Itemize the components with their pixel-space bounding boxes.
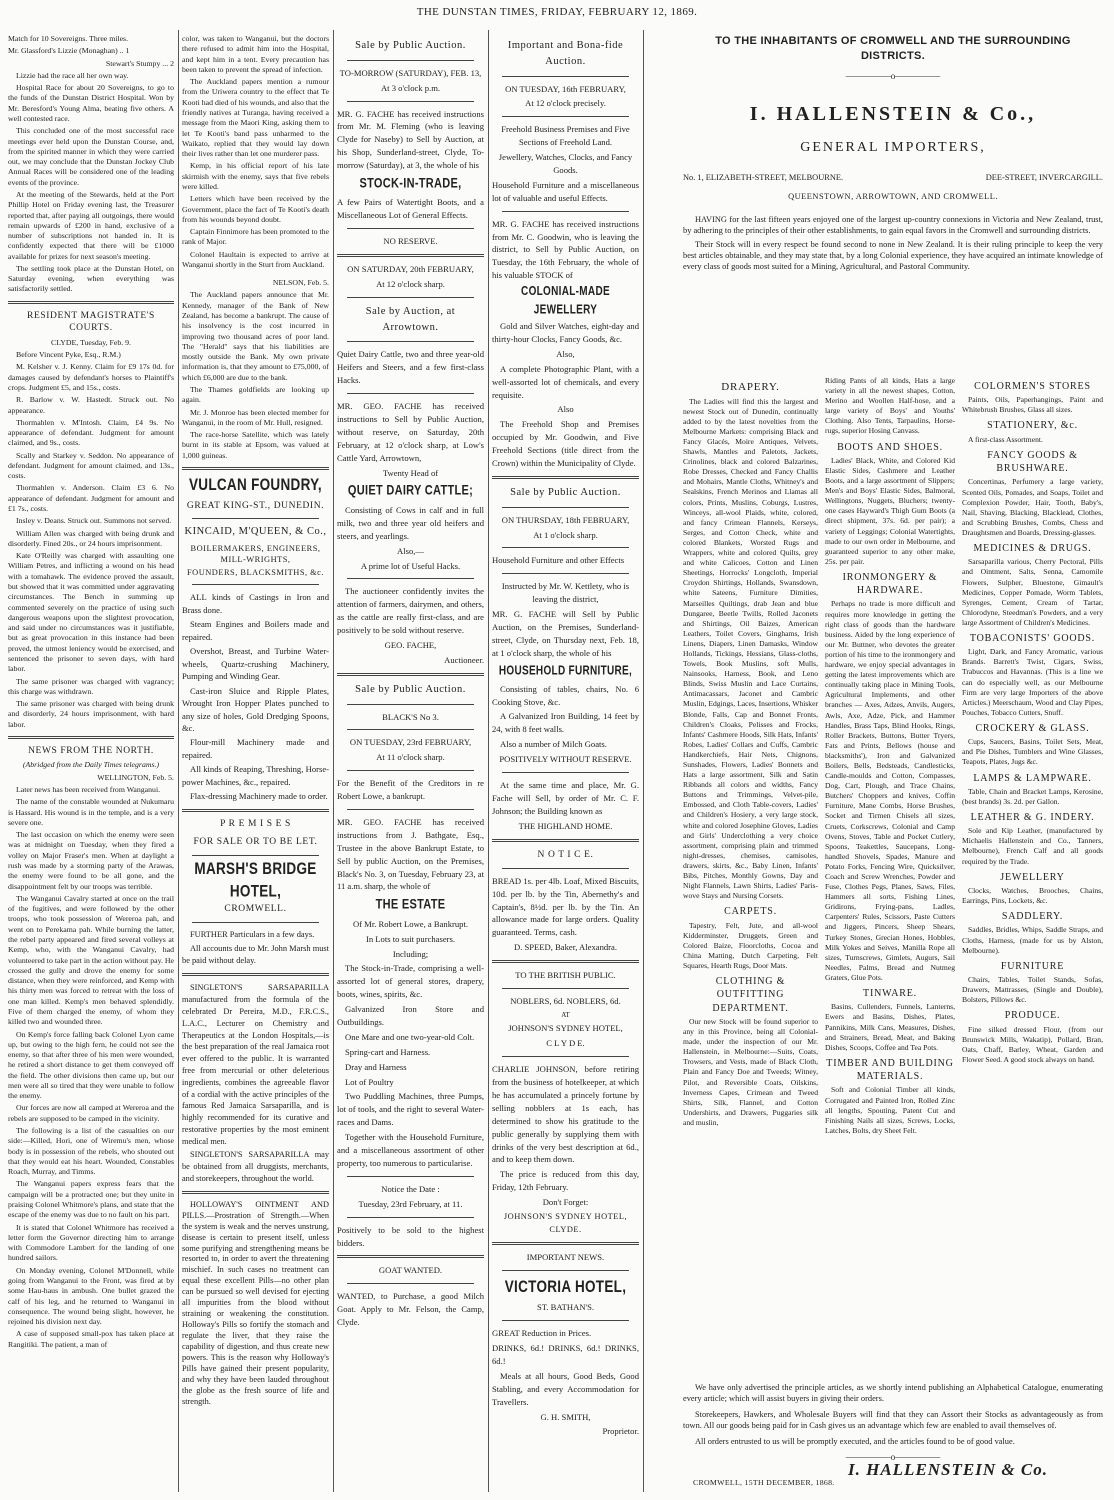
boots-heading: BOOTS AND SHOES. [837, 441, 943, 453]
dateline: CLYDE, Tuesday, Feb. 9. [51, 337, 131, 347]
column-4 [492, 34, 639, 1492]
jewellery-text: Clocks, Watches, Brooches, Chains, Earrings, Pins, Lockets, &c. [962, 885, 1103, 906]
auction-lot: Galvanized Iron Store and Outbuildings. [337, 1004, 484, 1028]
carpets-text: Tapestry, Felt, Jute, and all-wool Kidderminster, Druggets, Green and Colored Baize, Floorcloths, Cocoa and China Matting, Dutch Carpeting, Felt Squares, Hearth Rugs, Door Mats. [683, 920, 818, 970]
divider [502, 573, 629, 574]
divider [347, 704, 474, 705]
sarsaparilla-ad: SINGLETON'S SARSAPARILLA may be obtained from all druggists, merchants, and storekeepers, throughout the world. [182, 1150, 329, 1183]
column-rule [643, 30, 644, 1492]
price-notice: The price is reduced from this day, Friday, 12th February. [492, 1169, 639, 1193]
auction-text: In Lots to suit purchasers. [365, 933, 456, 944]
court-item: M. Kelsher v. J. Kenny. Claim for £9 17s 0d. for damages caused by defendant's horses to Plaintiff's crops. Judgment £5, and 15s., costs. [8, 362, 174, 392]
auction-text: Also, [556, 348, 575, 359]
divider [182, 467, 329, 470]
closing-paragraph: We have only advertised the principle articles, as we shortly intend publishing an Alphabetical Catalogue, enumerating every article; which will assist buyers in giving their orders. [683, 1383, 1103, 1404]
subheading: (Abridged from the Daily Times telegrams.) [22, 760, 160, 770]
auction-lot: Lot of Poultry [345, 1076, 394, 1087]
auction-time: At 12 o'clock sharp. [376, 279, 445, 290]
carpets-heading: CARPETS. [724, 906, 777, 918]
hallenstein-closing [683, 1382, 1103, 1464]
firm-addresses [683, 172, 1103, 183]
proprietor-name: G. H. SMITH, [540, 1411, 591, 1422]
court-item: The same prisoner was charged with being drunk and disorderly, 24 hours imprisonment, with hard labor. [8, 699, 174, 729]
divider [502, 1320, 629, 1321]
colormen-text: Paints, Oils, Paperhangings, Paint and Whitebrush Brushes, Glass all sizes. [962, 395, 1103, 415]
divider [347, 1176, 474, 1177]
divider [192, 922, 319, 923]
divider [502, 772, 629, 773]
leather-text: Sole and Kip Leather, (manufactured by Michaelis Hallenstein and Co., Tanners, Melbourne), French Calf and all goods required by the Trade. [962, 826, 1103, 866]
auction-lot: Dray and Harness [345, 1061, 407, 1072]
premises-sub: FOR SALE OR TO BE LET. [193, 837, 318, 848]
goat-text: WANTED, to Purchase, a good Milch Goat. Apply to Mr. Felson, the Camp, Clyde. [337, 1291, 484, 1328]
estate-heading: THE ESTATE [375, 897, 446, 913]
auction-text: Quiet Dairy Cattle, two and three year-old Heifers and Steers, and a few first-class Hacks. [337, 349, 484, 386]
noblers: NOBLERS, 6d. NOBLERS, 6d. [510, 996, 621, 1007]
auction-date: ON SATURDAY, 20th FEBRUARY, [347, 264, 474, 275]
auction-heading: Sale by Public Auction. [355, 683, 466, 695]
auction-note: Tuesday, 23rd February, at 11. [358, 1198, 463, 1209]
auction-text: Also [557, 404, 574, 415]
divider [492, 960, 639, 963]
tinware-text: Basins, Cullenders, Funnels, Lanterns, Ewers and Basins, Dishes, Plates, Pannikins, Milk Cans, Measures, Dishes, and Strainers, Bread, Meat, and Baking Dishes, Scoops, Coffee and Tea Pots. [825, 1002, 955, 1052]
auction-text: Consisting of tables, chairs, No. 6 Cooking Stove, &c. [492, 683, 639, 707]
auction-text: Also,— [397, 545, 424, 556]
auction-text: POSITIVELY WITHOUT RESERVE. [499, 754, 632, 765]
firm-name: KINCAID, M'QUEEN, & Co., [184, 526, 327, 538]
hallenstein-col-2 [825, 376, 955, 1378]
divider [347, 578, 474, 579]
race-text: Stewart's Stumpy ... 2 [105, 58, 174, 68]
address-invercargill: DEE-STREET, INVERCARGILL. [985, 172, 1103, 182]
address-melbourne: No. 1, ELIZABETH-STREET, MELBOURNE. [683, 172, 844, 182]
auction-text: Instructed by Mr. W. Kettlety, who is leaving the district, [501, 581, 630, 605]
news-item: The following is a list of the casualties on our side:—Killed, Hori, one of Wiremu's men, whose body is in possession of the rebels, who shouted out that they would eat his heart. Wounded, Constables Roach, Murray, and Timms. [8, 1126, 174, 1177]
jewellery-heading: COLONIAL-MADE JEWELLERY [521, 284, 610, 318]
firm-subtitle: GENERAL IMPORTERS, [800, 140, 986, 156]
hotel-name: MARSH'S BRIDGE HOTEL, [194, 858, 317, 900]
auction-text: Gold and Silver Watches, eight-day and thirty-hour Clocks, Fancy Goods, &c. [492, 321, 639, 344]
auction-lot: Spring-cart and Harness. [345, 1046, 431, 1057]
news-item: The Auckland papers mention a rumour from the Uriwera country to the effect that Te Kooti had died of his wounds, and also that the friendly natives at Turanga, having received a message from the Maori King, asking them to let Te Kooti's band pass unharmed to the Waikato, replied that they would lay down their lives rather than let one murderer pass. [182, 77, 329, 159]
ornament: —————o————— [845, 71, 941, 82]
news-item: On Monday evening, Colonel M'Donnell, while going from Wanganui to the Front, was fired at by some Hau-haus in ambush. One bullet grazed the calf of his leg, and he returned to Wanganui in consequence. The wound being slight, however, he rejoined his division next day. [8, 1265, 174, 1327]
divider [182, 1191, 329, 1194]
cattle-heading: QUIET DAIRY CATTLE; [347, 483, 474, 499]
auction-text: A Galvanized Iron Building, 14 feet by 24, with 8 feet walls. [492, 711, 639, 735]
hotel-sig: JOHNSON'S SYDNEY HOTEL, CLYDE. [503, 1212, 628, 1234]
divider [502, 116, 629, 117]
auction-text: Freehold Business Premises and Five Sections of Freehold Land. [501, 124, 630, 148]
furniture-text: Chairs, Tables, Toilet Stands, Sofas, Drawers, Mattrasses, (Single and Double), Bolsters, Pillows &c. [962, 975, 1103, 1005]
divider [492, 1242, 639, 1245]
foundry-item: Overshot, Breast, and Turbine Water-wheels, Quartz-crushing Machinery, Pumping and Winding Gear. [182, 646, 329, 682]
tobacco-heading: TOBACONISTS' GOODS. [969, 632, 1096, 644]
dateline: NELSON, Feb. 5. [272, 278, 329, 288]
news-item: The Wanganui papers express fears that the campaign will be a protracted one; but they unite in praising Colonel Whitmore's plans, and state that the escape of the enemy was due to no fault on his part. [8, 1179, 174, 1220]
divider [337, 254, 484, 257]
divider [8, 736, 174, 739]
closing-paragraph: All orders entrusted to us will be promptly executed, and the articles found to be of good value. [695, 1437, 1015, 1447]
foundry-item: ALL kinds of Castings in Iron and Brass done. [182, 592, 329, 615]
auction-time: At 12 o'clock precisely. [525, 98, 606, 109]
column-3 [337, 34, 484, 1492]
crockery-text: Cups, Saucers, Basins, Toilet Sets, Meat, and Pie Dishes, Tumblers and Wine Glasses, Teapots, Plates, Jugs &c. [962, 737, 1103, 767]
divider [502, 1270, 629, 1271]
produce-heading: PRODUCE. [1004, 1010, 1061, 1022]
foundry-item: Cast-iron Sluice and Ripple Plates, Wrought Iron Hopper Plates punched to any size of holes, Gold Dredging Spoons, &c. [182, 685, 329, 733]
fancy-text: Concertinas, Perfumery a large variety, Scented Oils, Pomades, and Soaps, Toilet and Complexion Powder, Hair, Tooth, Baby's, Nail, Shaving, Blacking, Blacklead, Clothes, and Scrubbing Brushes, Combs, Chess and Draughtsmen and Boards, Dressing-glasses. [962, 477, 1103, 537]
auction-heading: Important and Bona-fide Auction. [507, 40, 624, 67]
ornament: —————o————— [845, 1452, 941, 1463]
firm-name: I. HALLENSTEIN & Co., [749, 102, 1037, 125]
hallenstein-col-3 [962, 376, 1103, 1378]
divider [337, 673, 484, 676]
hallenstein-advert [683, 34, 1103, 275]
divider [347, 1283, 474, 1284]
divider [192, 855, 319, 856]
auction-lot: One Mare and one two-year-old Colt. [345, 1031, 475, 1042]
news-item: On Kemp's force falling back Colonel Lyon came up, but owing to the high fern, he could not see the enemy, so that after three of his men were wounded, he retired a short distance to get them conveyed off the field. The other divisions then came up, but our men were all so tired that they were unable to follow the enemy. [8, 1029, 174, 1101]
column-rule [178, 30, 179, 1492]
news-item: color, was taken to Wanganui, but the doctors there refused to admit him into the Hospital, and kept him in a tent. Every precaution has been taken to prevent the spread of infection. [182, 34, 329, 74]
divider [347, 228, 474, 229]
dateline: WELLINGTON, Feb. 5. [97, 772, 174, 782]
drapery-heading: DRAPERY. [721, 381, 780, 393]
produce-text: Fine silked dressed Flour, (from our Brunswick Mills, Wakatip), Pollard, Bran, Oats, Chaff, Barley, Wheat, Garden and Flower Seed. A good stock always on hand. [962, 1024, 1103, 1064]
hotel-place: CROMWELL. [224, 904, 287, 915]
notice-heading: N O T I C E. [537, 849, 594, 860]
auction-date: ON THURSDAY, 18th FEBRUARY, [501, 514, 630, 525]
divider [502, 868, 629, 869]
stationery-text: A first-class Assortment. [968, 434, 1043, 444]
leather-heading: LEATHER & G. INDERY. [970, 812, 1095, 823]
lamps-heading: LAMPS & LAMPWARE. [973, 772, 1092, 784]
column-1 [8, 34, 174, 1492]
news-item: The name of the constable wounded at Nukumaru is Hassard. His wound is in the temple, and is a very severe one. [8, 797, 174, 827]
divider [492, 839, 639, 842]
medicines-text: Sarsaparilla various, Cherry Pectoral, Pills and Ointment, Salts, Senna, Camomile Flowers, Sulpher, Bluestone, Gimault's Medicines, Copper Pomade, Worm Tablets, Syrenges, Cement, Cream of Tartar, Chlorodyne, Steedman's Powders, and a very large Assortment of Children's Medicines. [962, 557, 1103, 627]
auction-date: TO-MORROW (SATURDAY), FEB. 13, [339, 67, 482, 78]
court-item: R. Barlow v. W. Hastedt. Struck out. No appearance. [8, 395, 174, 415]
hotel-place: ST. BATHAN'S. [536, 1302, 595, 1313]
goat-heading: GOAT WANTED. [378, 1265, 443, 1276]
ironmongery-heading: IRONMONGERY & HARDWARE. [842, 571, 938, 597]
auction-lot: Two Puddling Machines, three Pumps, lot of tools, and the right to several Water-races and Dams. [337, 1091, 484, 1128]
section-heading: RESIDENT MAGISTRATE'S COURTS. [27, 310, 155, 334]
auction-text: MR. GEO. FACHE has received instructions from J. Bathgate, Esq., Trustee in the above Bankrupt Estate, to Sell by public Auction, on the Premises, Black's No. 3, on Tuesday, February 23, at 11 a.m. sharp, the whole of [337, 816, 484, 892]
court-item: Insley v. Deans. Struck out. Summons not served. [16, 516, 172, 526]
divider [347, 341, 474, 342]
auction-heading: Sale by Public Auction. [510, 486, 621, 498]
auction-text: The Freehold Shop and Premises occupied by Mr. Goodwin, and Five Freehold Sections (title direct from the Crown) within the Municipality of Clyde. [492, 419, 639, 468]
auction-text: A prime lot of Useful Hacks. [360, 560, 461, 571]
lamps-text: Table, Chain and Bracket Lamps, Kerosine, (best brands) 3s. 2d. per Gallon. [962, 786, 1103, 806]
divider [192, 584, 319, 585]
auction-note: Positively to be sold to the highest bidders. [337, 1224, 484, 1248]
auction-lot: Together with the Household Furniture, and a miscellaneous assortment of other property, too numerous to particularise. [337, 1132, 484, 1168]
advert-heading: TO THE INHABITANTS OF CROMWELL AND THE SURROUNDING DISTRICTS. [715, 35, 1071, 62]
tinware-heading: TINWARE. [863, 988, 917, 1000]
timber-text: Soft and Colonial Timber all kinds, Corrugated and Painted Iron, Rolled Zinc all lengths, Spouting, Patent Cut and Finishing Nails all sizes, Screws, Locks, Latches, Bolts, dry Sheet Felt. [825, 1085, 955, 1135]
court-item: The same prisoner was charged with vagrancy; this charge was withdrawn. [8, 676, 174, 696]
charlie-notice: CHARLIE JOHNSON, before retiring from the business of hotelkeeper, at which he has accumulated a princely fortune by selling nobblers at 1s each, has determined to show his gratitude to the public generally by supplying them with drinks of the very best description at 6d., and to keep them down. [492, 1064, 639, 1165]
firm-trades: FOUNDERS, BLACKSMITHS, &c. [186, 568, 324, 578]
auction-time: At 1 o'clock sharp. [533, 529, 598, 540]
court-item: William Allen was charged with being drunk and disorderly. Fined 20s., or 24 hours imprisonment. [8, 528, 174, 548]
intro-paragraph: Their Stock will in every respect be found second to none in New Zealand. It is their ruling principle to keep the very best articles obtainable, and they may state that, by a long Colonial experience, they have acquired an intimate knowledge of every class of goods most suited for a Mining, Agricultural, and Pastoral Community. [683, 240, 1103, 272]
auction-text: Also a number of Milch Goats. [500, 739, 607, 750]
divider [502, 988, 629, 989]
auction-date: ON TUESDAY, 23rd FEBRUARY, [349, 737, 472, 748]
news-item: The Auckland papers announce that Mr. Kennedy, manager of the Bank of New Zealand, has become a bankrupt. The cause of his insolvency is the cost incurred in improving two thousand acres of poor land. The "Herald" says that his liabilities are mostly outside the Bank. My own private information is, that they amount to £75,000, of which £6,000 are due to the bank. [182, 290, 329, 382]
news-item: The last occasion on which the enemy were seen was at midnight on Tuesday, when they fired a volley on Major Fraser's men. When at daylight a rush was made by a storming party of the Arawas, the enemy were found to be all gone, and the disappointment felt by our troops was terrible. [8, 830, 174, 891]
auction-place: BLACK'S No 3. [382, 711, 439, 722]
vulcan-heading: VULCAN FOUNDRY, [188, 474, 322, 494]
medicines-heading: MEDICINES & DRUGS. [973, 543, 1092, 555]
auctioneer-title: Auctioneer. [444, 654, 484, 665]
auction-text: A complete Photographic Plant, with a well-assorted lot of chemicals, and every requisite. [492, 363, 639, 400]
bread-notice: BREAD 1s. per 4lb. Loaf, Mixed Biscuits, 10d. per lb. by the Tin, Abernethy's and Captain's, 8½d. per lb. by the Tin. An allowance made for large orders. Quality guaranteed. Terms, cash. [492, 875, 639, 938]
hotel-place: C L Y D E. [546, 1038, 585, 1049]
auction-text: The auctioneer confidently invites the attention of farmers, dairymen, and others, as the cattle are really first-class, and are positively to be sold without reserve. [337, 586, 484, 636]
divider [502, 76, 629, 77]
news-item: Captain Finnimore has been promoted to the rank of Major. [182, 227, 329, 247]
clothing-heading: CLOTHING & OUTFITTING DEPARTMENT. [712, 976, 789, 1014]
timber-heading: TIMBER AND BUILDING MATERIALS. [826, 1057, 954, 1083]
news-item: A case of supposed small-pox has taken place at Rangitiki. The patient, a man of [8, 1329, 174, 1349]
stock-heading: STOCK-IN-TRADE, [359, 176, 462, 192]
race-text: The settling took place at the Dunstan Hotel, on Saturday evening, when everything was satisfactorily settled. [8, 263, 174, 294]
news-item: Mr. J. Monroe has been elected member for Wanganui, in the room of Mr. Hull, resigned. [182, 407, 329, 427]
closing-paragraph: Storekeepers, Hawkers, and Wholesale Buyers will find that they can Assort their Stocks as advantageously as from town. All our goods being paid for in Cash gives us an advantage which few are enabled to avail themselves of. [683, 1410, 1103, 1431]
auction-text: MR. GEO. FACHE has received instructions to Sell by Public Auction, without reserve, on Saturday, 20th February, at 12 o'clock sharp, at Low's Cattle Yard, Arrowtown, [337, 401, 484, 463]
divider [347, 1217, 474, 1218]
at: AT [561, 1010, 570, 1019]
premises-heading: P R E M I S E S [220, 818, 291, 829]
hallenstein-col-1 [683, 376, 818, 1378]
divider [347, 729, 474, 730]
foundry-item: Flax-dressing Machinery made to order. [190, 791, 328, 802]
divider [8, 301, 174, 304]
court-item: Before Vincent Pyke, Esq., R.M.) [16, 350, 121, 360]
hotel-notice: FURTHER Particulars in a few days. [190, 929, 315, 939]
reduction: GREAT Reduction in Prices. [492, 1328, 592, 1339]
dated-line: CROMWELL, 15TH DECEMBER, 1868. [693, 1478, 835, 1487]
divider [192, 518, 319, 519]
news-item: The race-horse Satellite, which was lately burnt in its stable at Epsom, was valued at 1,000 guineas. [182, 430, 329, 460]
auction-note: Notice the Date : [381, 1183, 440, 1194]
firm-signature: I. HALLENSTEIN & Co. [848, 1460, 1048, 1479]
auctioneer-name: GEO. FACHE, [384, 639, 437, 650]
divider [502, 211, 629, 212]
no-reserve: NO RESERVE. [383, 236, 438, 247]
race-text: Mr. Glassford's Lizzie (Monaghan) .. 1 [8, 46, 130, 56]
hotel-notice: All accounts due to Mr. John Marsh must be paid without delay. [182, 944, 329, 966]
meals: Meals at all hours, Good Beds, Good Stabling, and every Accommodation for Travellers. [492, 1370, 639, 1407]
foundry-item: All kinds of Reaping, Threshing, Horse-power Machines, &c., repaired. [182, 764, 329, 787]
masthead: THE DUNSTAN TIMES, FRIDAY, FEBRUARY 12, 1869. [416, 6, 698, 18]
crockery-heading: CROCKERY & GLASS. [975, 722, 1090, 734]
section-heading: NEWS FROM THE NORTH. [28, 745, 154, 756]
divider [502, 547, 629, 548]
race-text: At the meeting of the Stewards, held at the Port Phillip Hotel on Friday evening last, the Treasurer reported that, after paying all outgoings, there would remain upwards of £200 in hand, exclusive of a number of subscriptions not handed in. It is confidently expected that there will be £1000 available for prizes for next season's meeting. [8, 189, 174, 261]
drinks: DRINKS, 6d.! DRINKS, 6d.! DRINKS, 6d.! [492, 1343, 639, 1367]
auction-text: Twenty Head of [382, 467, 439, 478]
court-item: Scally and Starkey v. Seddon. No appearance of defendant. Judgment for amount claimed, and 13s., costs. [8, 450, 174, 481]
auction-heading: Sale by Public Auction. [355, 40, 466, 51]
ironmongery-text: Perhaps no trade is more difficult and requires more knowledge in getting the right class of goods than the hardware business. Aided by the long experience of our Mr. Buttner, who devotes the greater portion of his time to the ironmongery and hardware, we enjoy special advantages in getting the latest improvements which are continually taking place in Mining Tools, Agricultural Implements, and other branches — Axes, Adzes, Anvils, Augers, Awls, Axe, Adze, Pick, and Hammer Handles, Brass Taps, Blind Hooks, Rings, Roller Brackets, Buttons, Butter Tryers, Fats and Prints, Bellows (house and blacksmiths'), Iron and Galvanized Boilers, Bells, Bedsteads, Candlesticks, Candle-moulds and Cotton, Compasses, Dog, Cart, Plough, and Trace Chains, Butchers' Choppers and knives, Coffin Furniture, Mane Combs, Horse Brushes, Socket and Tirmen Chisels all sizes, Cruets, Corkscrews, Colonial and Camp Ovens, Stoves, Table and Pocket Cutlery, Spoons, Teakettles, Saucepans, Long-handled Shovels, Spades, Manure and Potato Forks, Fencing Wire, Quicksilver, Coach and Screw Wrenches, Powder and Fuse, Clothes Pegs, Planes, Saws, Files, Hammers all sorts, Fishing Lines, Gridirons, Frying-pans, Ladles, Carpenters' Rules, Scissors, Paste Cutters and Jiggers, Pincers, Sheep Shears, Turkey Stones, Grecian Hones, Hobbles, Milk Yokes and Seives, Manilla Rope all sizes, Turnscrews, Gimlets, Augurs, Sail Needles, Palms, Bread and Nutmeg Graters, Glue Pots. [825, 599, 955, 982]
auction-text: For the Benefit of the Creditors in re Robert Lowe, a bankrupt. [337, 778, 484, 802]
hotel-name: VICTORIA HOTEL, [504, 1277, 627, 1296]
riding-text: Riding Pants of all kinds, Hats a large variety in all the newest shapes, Cotton, Merino and Woollen Half-hose, and a large variety of Boys' and Youths' Clothing. Also Tents, Tarpaulins, Horse-rugs, superior Hosing Canvass. [825, 376, 955, 436]
tobacco-text: Light, Dark, and Fancy Aromatic, various Brands. Barrett's Twist, Cigars, Swiss, Trabuccos and Havannas. (This is a line we can do especially well, as our Melbourne Firm are very large Importers of the above Articles.) Meerschaum, Wood and Clay Pipes, Pouches, Tobacco Cutters, Snuff. [962, 647, 1103, 717]
saddlery-text: Saddles, Bridles, Whips, Saddle Straps, and Cloths, Harness, (made for us by Alston, Melbourne). [962, 925, 1103, 955]
auction-time: At 3 o'clock p.m. [380, 82, 441, 93]
furniture-heading: HOUSEHOLD FURNITURE, [498, 664, 633, 679]
clothing-text: Our new Stock will be found superior to any in this Province, being all Colonial-made, under the inspection of our Mr. Hallenstein, in Melbourne:—Suits, Coats, Trowsers, and Vests, made of Black Cloth, Plain and Fancy Doe and Tweeds; Witney, Pilot, and Reversible Coats, Oilskins, Inverness Capes, Crimean and Tweed Shirts, Silk, Flannel, and Cotton Undershirts, and Drawers, Puggaries silk and muslin, [683, 1016, 818, 1127]
intro-paragraph: HAVING for the last fifteen years enjoyed one of the largest up-country connexions in Victoria and New Zealand, trust, by adhering to the principles of their other establishments, to gain equal favors in the Cromwell and surrounding districts. [683, 214, 1103, 236]
address-branches: QUEENSTOWN, ARROWTOWN, AND CROMWELL. [788, 191, 998, 201]
race-text: This concluded one of the most successful race meetings ever held upon the Dunstan Course, and, from the spirited manner in which they were carried out, we may conclude that the Dunstan Jockey Club Annual Races will be considered one of the leading events of the province. [8, 126, 174, 187]
news-item: The Wanganui Cavalry started at once on the trail of the fugitives, and were followed by the other troops, who took possession of Wereroa pah, and went on to Perekama pah. While burning the latter, the rebel party appeared and fired several volleys at Kemp, who, with the Wanganui Cavalry, had volunteered to take part in the action without pay. He crossed the gully and drove the enemy for some distance, when they were reinforced, and Kemp with his thirty men was forced to retreat with the loss of one man killed. Kemp's men behaved splendidly. Five of them charged the enemy, of whom they killed two and wounded three. [8, 893, 174, 1027]
auction-text: Household Furniture and other Effects [492, 555, 625, 566]
auction-text: MR. G. FACHE has received instructions from Mr. M. Fleming (who is leaving Clyde for Naseby) to Sell by Auction, at his Shop, Sunderland-street, Clyde, To-morrow (Saturday), at 3, the whole of his [337, 108, 484, 171]
auction-heading: Sale by Auction, at Arrowtown. [365, 305, 456, 333]
court-item: Thormahlen v. Anderson. Claim £3 6. No appearance of defendant. Judgment for amount and £1 7s., costs. [8, 483, 174, 514]
auction-text: Household Furniture and a miscellaneous lot of valuable and useful Effects. [492, 179, 639, 203]
news-item: Letters which have been received by the Government, place the fact of Te Kooti's death from his wounds beyond doubt. [182, 194, 329, 224]
hotel-name: JOHNSON'S SYDNEY HOTEL, [508, 1023, 623, 1034]
proprietor-title: Proprietor. [602, 1426, 639, 1437]
news-item: Our forces are now all camped at Wereroa and the rebels are supposed to be camped in the vicinity. [8, 1103, 174, 1123]
race-text: Match for 10 Sovereigns. Three miles. [8, 34, 129, 43]
news-item: The Thames goldfields are looking up again. [182, 385, 329, 405]
auction-text: Consisting of Cows in calf and in full milk, two and three year old heifers and steers, and yearlings. [337, 504, 484, 541]
news-item: Colonel Haultain is expected to arrive at Wanganui shortly in the Sturt from Auckland. [182, 249, 329, 269]
drapery-text: The Ladies will find this the largest and newest Stock out of Dunedin, continually added to by the latest novelties from the Melbourne Markets: comprising Black and Fancy Glacés, Moire Antiques, Velvets, Shawls, Mantles and Paletots, Jackets, Crinolines, black and colored Balzarines, Robe Dresses, Checked and Fancy Challis and Mohairs, Mantle Cloths, Whitney's and Sealskins, French Merinos and Llamas all colors, Prints, Muslins, Coburgs, Lustres, Winceys, all-wool Plaids, white, colored, and fancy Crimean Flannels, Kerseys, Serges, and Cotton Check, white and colored Blankets, Worsted Rugs and Wrappers, white and colored Quilts, grey and white Calicoes, Cotton and Linen Sheetings, Horrocks' Longcloth, Imperial Croydon Shirtings, Hollands, Swansdown, white Sateens, Furniture Dimities, Marseilles Quiltings, drab Jean and blue Dungaree, Beetle Twills, Rolled Jaconets and Shirtings, Oil Baizes, American Leathers, Toilet Covers, Ginghams, Irish Linens, Diapers, Linen Damasks, Window Hollands, Tickings, Hessians, Glass-cloths, Towels, Book Muslins, soft Mulls, Nainsooks, Harness, Book, and Leno Blinds, Swiss Muslin and Lace Curtains, Antimacassars, Jaconet and Cambric Muslin, Edgings, Laces, Insertions, Whisker Blonde, Falls, Cap and Bonnet Fronts, Children's Cloaks, Pelisses and Frocks, Infants' Cashmere Hoods, Silk Hats, Infants' Robes, Ladies' Collars and Cuffs, Cambric Handkerchiefs, Hair Nets, Chignons, Sunshades, Flowers, Ladies' Bonnets and Hats a large assortment, Silk and Satin Ribbands all colors and widths, Fancy Buttons and Trimmings, Velvet-pile, Embossed, and Cloth Table-covers, Ladies' and Children's Hosiery, a very large stock, white and colored Josephine Gloves, Ladies and Girls' Underclothing a very choice assortment, comprising plain and trimmed night-dresses, chemises, camisoles, drawers, skirts, &c., Baby Linen, Infants' Bibs, Pitches, Monthly Gowns, Day and Night Flannels, Lawn Shirts, Ladies' Paris-wove Stays and Nursing Corsets. [683, 396, 818, 901]
auction-text: MR. G. FACHE has received instructions from Mr. C. Goodwin, who is leaving the district, to Sell by Public Auction, on Tuesday, the 16th February, the whole of his valuable STOCK of [492, 218, 639, 281]
jewellery-heading: JEWELLERY [1000, 871, 1065, 883]
auction-text: THE HIGHLAND HOME. [518, 820, 613, 831]
divider [182, 809, 329, 812]
auction-time: At 11 o'clock sharp. [376, 752, 445, 763]
divider [347, 770, 474, 771]
divider [502, 507, 629, 508]
divider [182, 973, 329, 976]
news-heading: IMPORTANT NEWS. [526, 1252, 605, 1263]
divider [347, 809, 474, 810]
british-heading: TO THE BRITISH PUBLIC. [515, 970, 616, 981]
court-item: Thormahlen v. M'Intosh. Claim, £4 9s. No appearance of defendant. Judgment for amount claimed, and 9s., costs. [8, 417, 174, 448]
auction-text: Of Mr. Robert Lowe, a Bankrupt. [352, 918, 469, 929]
news-item: Kemp, in his official report of his late skirmish with the enemy, says that five rebels were killed. [182, 161, 329, 191]
auction-text: A few Pairs of Watertight Boots, and a Miscellaneous Lot of General Effects. [337, 197, 484, 221]
foundry-item: Flour-mill Machinery made and repaired. [182, 737, 329, 760]
colormen-heading: COLORMEN'S STORES [974, 381, 1091, 392]
column-rule [488, 30, 489, 1492]
holloway-ad: HOLLOWAY'S OINTMENT AND PILLS.—Prostration of Strength.—When the system is weak and the nerves unstrung, disease is certain to present itself, unless some purifying and strengthening means be resorted to, in order to avert the threatening mischief. In such cases no treatment can equal these excellent Pills—no other plan can be pursued so well devised for ejecting all impurities from the blood without straining or weakening the constitution. Holloway's Pills so fortify the stomach and regulate the liver, that they raise the capability of digestion, and thus create new powers. This is the reason why Holloway's Pills have gained their present popularity, and why they have been lauded throughout the globe as the fresh source of life and strength. [182, 1199, 329, 1406]
race-text: Hospital Race for about 20 Sovereigns, to go to the funds of the Dunstan District Hospital. Won by Mr. Beresford's Young Alma, beating five others. A well contested race. [8, 83, 174, 123]
divider [347, 393, 474, 394]
divider [347, 60, 474, 61]
auction-text: Jewellery, Watches, Clocks, and Fancy Goods. [498, 152, 633, 175]
column-2 [182, 34, 329, 1492]
firm-trades: BOILERMAKERS, ENGINEERS, MILL-WRIGHTS, [190, 544, 321, 565]
foundry-item: Steam Engines and Boilers made and repaired. [182, 619, 329, 642]
baker-sig: D. SPEED, Baker, Alexandra. [514, 942, 617, 953]
address: GREAT KING-ST., DUNEDIN. [186, 500, 325, 511]
divider [502, 1056, 629, 1057]
divider [347, 101, 474, 102]
divider [492, 476, 639, 479]
court-item: Kate O'Reilly was charged with assaulting one William Petres, and inflicting a wound on his head with a tomahawk. The evidence proved the assault, but showed that it was committed under aggravating circumstances. The Bench in summing up commented severely on the practice of using such dangerous weapons upon the slightest provocation, and said under no circumstances was it justifiable, but as great provocation in this instance had been proved, the utmost leniency would be exercised, and sentenced the prisoner to seven days, with hard labor. [8, 551, 174, 674]
auction-date: ON TUESDAY, 16th FEBRUARY, [505, 83, 626, 94]
saddlery-heading: SADDLERY. [1001, 911, 1064, 923]
boots-text: Ladies' Black, White, and Colored Kid Elastic Sides, Cashmere and Leather Boots, and a large assortment of Slippers; Men's and Boys' Elastic Sides, Balmoral, Wellingtons, Nuggets, Bluchers; twenty-one cases Hayward's Thigh Gum Boots (a direct shipment, 37s. 6d. per pair); a variety of Leggings; Colonial Watertights, made to our own order in Melbourne, and guaranteed superior to any other make, 25s. per pair. [825, 455, 955, 566]
news-item: It is stated that Colonel Whitmore has received a letter form the Governor directing him to arrange with Commodore Lambert for the landing of one hundred sailors. [8, 1222, 174, 1263]
race-text: Lizzie had the race all her own way. [16, 70, 129, 80]
dont-forget: Don't Forget: [542, 1197, 589, 1208]
auction-lot: The Stock-in-Trade, comprising a well-assorted lot of general stores, drapery, boots, wines, spirits, &c. [337, 963, 484, 1000]
divider [347, 297, 474, 298]
auction-text: MR. G. FACHE will Sell by Public Auction, on the Premises, Sunderland-street, Clyde, on Thursday next, Feb. 18, at 1 o'clock sharp, the whole of his [492, 609, 639, 658]
fancy-heading: FANCY GOODS & BRUSHWARE. [987, 449, 1078, 475]
sarsaparilla-ad: SINGLETON'S SARSAPARILLA manufactured from the formula of the celebrated Dr Pereira, M.D., F.R.C.S., L.A.C., Lecturer on Chemistry and Therapeutics at the London Hospitals,—is the best preparation of the real Jamaica root ever offered to the public. It is warranted free from mercurial or other deleterious ingredients, combines the agreeable flavor of a cordial with the active principles of the famous Red Jamaica Sarsaparilla, and is highly recommended for its curative and restorative properties by the most eminent medical men. [182, 983, 329, 1146]
stationery-heading: STATIONERY, &c. [987, 420, 1078, 432]
divider [337, 1255, 484, 1258]
furniture-heading: FURNITURE [1000, 960, 1065, 972]
news-item: Later news has been received from Wanganui. [16, 785, 161, 795]
column-rule [333, 30, 334, 1492]
auction-text: Including; [392, 948, 429, 959]
auction-text: At the same time and place, Mr. G. Fache will Sell, by order of Mr. C. F. Johnson; the Building known as [492, 779, 639, 816]
